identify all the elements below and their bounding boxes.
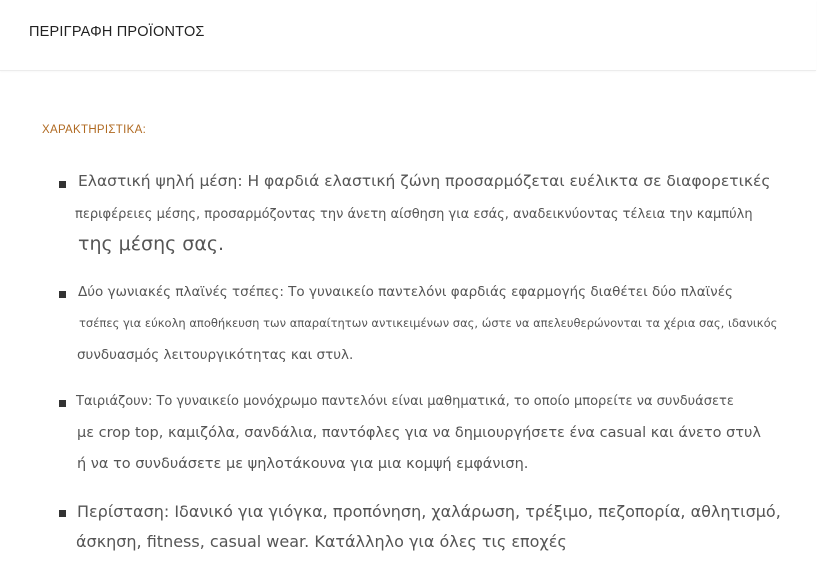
feature-4-line-2: άσκηση, fitness, casual wear. Κατάλληλο για όλες τις εποχές — [76, 532, 567, 551]
page-title: ΠΕΡΙΓΡΑΦΗ ΠΡΟΪΟΝΤΟΣ — [29, 24, 205, 40]
feature-2-line-1: Δύο γωνιακές πλαϊνές τσέπες: Το γυναικείο παντελόνι φαρδιάς εφαρμογής διαθέτει δύο πλαϊνές — [78, 284, 733, 300]
feature-1-line-2: περιφέρειες μέσης, προσαρμόζοντας την άνετη αίσθηση για εσάς, αναδεικνύοντας τέλεια την καμπύλη — [75, 207, 753, 222]
section-header — [0, 0, 816, 71]
bullet-icon — [59, 291, 66, 298]
feature-2-line-2: τσέπες για εύκολη αποθήκευση των απαραίτητων αντικειμένων σας, ώστε να απελευθερώνονται τα χέρια σας, ιδανικός — [79, 316, 778, 330]
bullet-icon — [59, 400, 66, 407]
feature-2-line-3: συνδυασμός λειτουργικότητας και στυλ. — [77, 347, 354, 363]
features-heading: ΧΑΡΑΚΤΗΡΙΣΤΙΚΑ: — [42, 124, 147, 136]
feature-4-line-1: Περίσταση: Ιδανικό για γιόγκα, προπόνηση, χαλάρωση, τρέξιμο, πεζοπορία, αθλητισμό, — [77, 502, 781, 521]
bullet-icon — [59, 181, 66, 188]
feature-1-line-1: Ελαστική ψηλή μέση: Η φαρδιά ελαστική ζώνη προσαρμόζεται ευέλικτα σε διαφορετικές — [78, 172, 771, 190]
feature-3-line-1: Ταιριάζουν: Το γυναικείο μονόχρωμο παντελόνι είναι μαθηματικά, το οποίο μπορείτε να συνδυάσετε — [76, 394, 734, 409]
feature-1-line-3: της μέσης σας. — [78, 233, 225, 255]
feature-3-line-3: ή να το συνδυάσετε με ψηλοτάκουνα για μια κομψή εμφάνιση. — [77, 456, 529, 472]
bullet-icon — [59, 510, 66, 517]
feature-3-line-2: με crop top, καμιζόλα, σανδάλια, παντόφλες για να δημιουργήσετε ένα casual και άνετο στυλ — [77, 425, 761, 441]
